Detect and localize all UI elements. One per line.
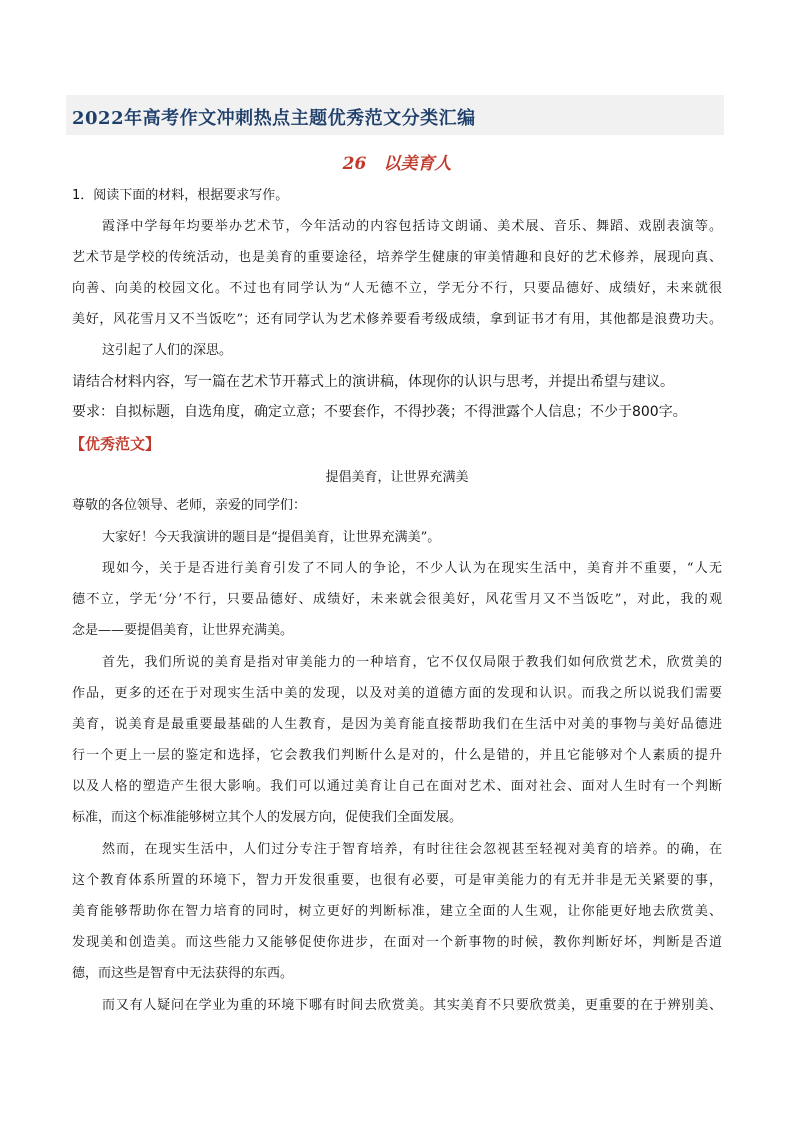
material-line: 美好，风花雪月又不当饭吃”；还有同学认为艺术修养要看考级成绩，拿到证书才有用，其他都是浪费功夫。 (72, 312, 722, 327)
document-title: 2022年高考作文冲刺热点主题优秀范文分类汇编 (72, 108, 476, 129)
essay-line: 发现美和创造美。而这些能力又能够促使你进步，在面对一个新事物的时候，教你判断好坏，判断是否道 (72, 935, 722, 950)
essay-line: 念是——要提倡美育，让世界充满美。 (72, 623, 294, 638)
essay-line: 大家好！今天我演讲的题目是“提倡美育，让世界充满美”。 (102, 530, 441, 545)
essay-line: 而又有人疑问在学业为重的环境下哪有时间去欣赏美。其实美育不只要欣赏美，更重要的在于辨别美、 (102, 998, 722, 1013)
essay-line: 行一个更上一层的鉴定和选择，它会教我们判断什么是对的，什么是错的，并且它能够对个人素质的提升 (72, 748, 722, 763)
lesson-title: 26 以美育人 (342, 154, 452, 174)
essay-title: 提倡美育，让世界充满美 (325, 470, 469, 485)
essay-line: 美育，说美育是最重要最基础的人生教育，是因为美育能直接帮助我们在生活中对美的事物与美好品德进 (72, 717, 722, 732)
section-label: 【优秀范文】 (70, 435, 161, 453)
material-line: 艺术节是学校的传统活动，也是美育的重要途径，培养学生健康的审美情趣和良好的艺术修养，展现向真、 (72, 250, 722, 265)
essay-line: 美育能够帮助你在智力培育的同时，树立更好的判断标准，建立全面的人生观，让你能更好地去欣赏美、 (72, 904, 722, 919)
essay-line: 作品，更多的还在于对现实生活中美的发现，以及对美的道德方面的发现和认识。而我之所以说我们需要 (72, 686, 722, 701)
task-line: 请结合材料内容，写一篇在艺术节开幕式上的演讲稿，体现你的认识与思考，并提出希望与建议。 (72, 374, 674, 390)
material-line: 这引起了人们的深思。 (102, 343, 233, 358)
essay-line: 首先，我们所说的美育是指对审美能力的一种培育，它不仅仅局限于教我们如何欣赏艺术，欣赏美的 (102, 655, 722, 670)
essay-line: 以及人格的塑造产生很大影响。我们可以通过美育让自己在面对艺术、面对社会、面对人生时有一个判断 (72, 779, 722, 794)
essay-line: 这个教育体系所置的环境下，智力开发很重要，也很有必要，可是审美能力的有无并非是无关紧要的事， (72, 873, 722, 888)
essay-line: 德，而这些是智育中无法获得的东西。 (72, 966, 294, 981)
essay-line: 现如今，关于是否进行美育引发了不同人的争论，不少人认为在现实生活中，美育并不重要，“人无 (102, 561, 722, 576)
requirements-line: 要求：自拟标题，自选角度，确定立意；不要套作，不得抄袭；不得泄露个人信息；不少于800字。 (72, 404, 687, 420)
essay-salutation: 尊敬的各位领导、老师，亲爱的同学们： (72, 498, 307, 513)
essay-line: 德不立，学无‘分’不行，只要品德好、成绩好，未来就会很美好，风花雪月又不当饭吃”，对此，我的观 (72, 592, 722, 607)
prompt-question-line: 1．阅读下面的材料，根据要求写作。 (72, 188, 289, 203)
essay-line: 标准，而这个标准能够树立其个人的发展方向，促使我们全面发展。 (72, 810, 463, 825)
essay-line: 然而，在现实生活中，人们过分专注于智育培养，有时往往会忽视甚至轻视对美育的培养。的确，在 (102, 842, 722, 857)
material-line: 霞泽中学每年均要举办艺术节，今年活动的内容包括诗文朗诵、美术展、音乐、舞蹈、戏剧表演等。 (102, 219, 722, 234)
material-line: 向善、向美的校园文化。不过也有同学认为“人无德不立，学无分不行，只要品德好、成绩好，未来就很 (72, 281, 722, 296)
